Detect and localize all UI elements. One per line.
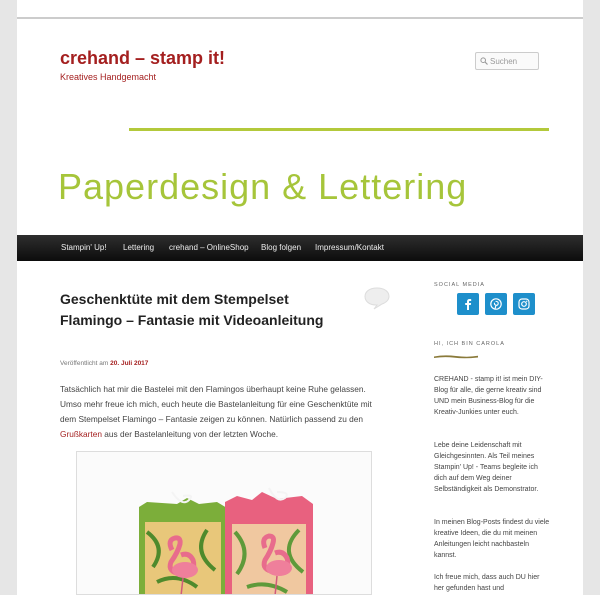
about-paragraph-4: Ich freue mich, dass auch DU hier her gefunden hast und <box>434 574 540 592</box>
post-title[interactable]: Geschenktüte mit dem Stempelset Flamingo – Fantasie mit Videoanleitung <box>60 291 324 328</box>
instagram-icon <box>518 298 530 310</box>
facebook-button[interactable] <box>457 293 479 315</box>
nav-item-impressum[interactable]: Impressum/Kontakt <box>315 243 384 252</box>
nav-item-blog-folgen[interactable]: Blog folgen <box>261 243 302 252</box>
instagram-button[interactable] <box>513 293 535 315</box>
about-paragraph-1: CREHAND - stamp it! ist mein DIY-Blog für alle, die gerne kreativ sind UND mein Business-Blog für die Kreativ-Junkies unter euch. <box>434 376 543 416</box>
search-box[interactable] <box>475 52 539 70</box>
social-media-heading: SOCIAL MEDIA <box>434 282 485 288</box>
post-image <box>76 451 372 595</box>
top-divider <box>17 17 583 19</box>
about-paragraph-3: In meinen Blog-Posts findest du viele kreative Ideen, die du mit meinen Anleitungen leicht nachbasteln kannst. <box>434 519 550 559</box>
about-paragraph-2: Lebe deine Leidenschaft mit Gleichgesinnten. Als Teil meines Stampin' Up! - Teams begleite ich dich auf dem Weg deiner Selbständigkeit als Demonstrator. <box>434 442 539 493</box>
site-title[interactable]: crehand – stamp it! <box>60 48 226 68</box>
banner-divider <box>129 128 549 131</box>
main-navigation <box>17 235 583 261</box>
pinterest-button[interactable] <box>485 293 507 315</box>
nav-item-onlineshop[interactable]: crehand – OnlineShop <box>169 243 249 252</box>
comment-bubble-icon[interactable] <box>363 286 391 315</box>
nav-item-lettering[interactable]: Lettering <box>123 243 155 252</box>
site-tagline: Kreatives Handgemacht <box>60 72 157 82</box>
page <box>17 0 583 595</box>
banner-heading: Paperdesign & Lettering <box>58 166 468 207</box>
about-heading: HI, ICH BIN CAROLA <box>434 341 505 347</box>
post-date-link[interactable]: 20. Juli 2017 <box>110 360 149 367</box>
search-icon <box>480 57 488 65</box>
post-text-end: aus der Bastelanleitung von der letzten Woche. <box>104 429 279 439</box>
grusskarten-link[interactable]: Grußkarten <box>60 429 102 439</box>
facebook-icon <box>462 298 474 310</box>
brush-stroke-divider <box>434 354 478 359</box>
posted-label: Veröffentlicht am <box>60 360 109 367</box>
search-input[interactable] <box>490 54 536 68</box>
pinterest-icon <box>490 298 502 310</box>
post-paragraph <box>60 382 380 442</box>
post-meta <box>60 360 148 367</box>
post-text-start: Tatsächlich hat mir die Bastelei mit den Flamingos überhaupt keine Ruhe gelassen. Umso mehr freue ich mich, euch heute die Bastelanleitung für eine Geschenktüte mit dem Stempelset Flamingo – Fantasie zeigen zu können. Natürlich passend zu den <box>60 384 372 424</box>
nav-item-stampin-up[interactable]: Stampin' Up! <box>61 243 107 252</box>
